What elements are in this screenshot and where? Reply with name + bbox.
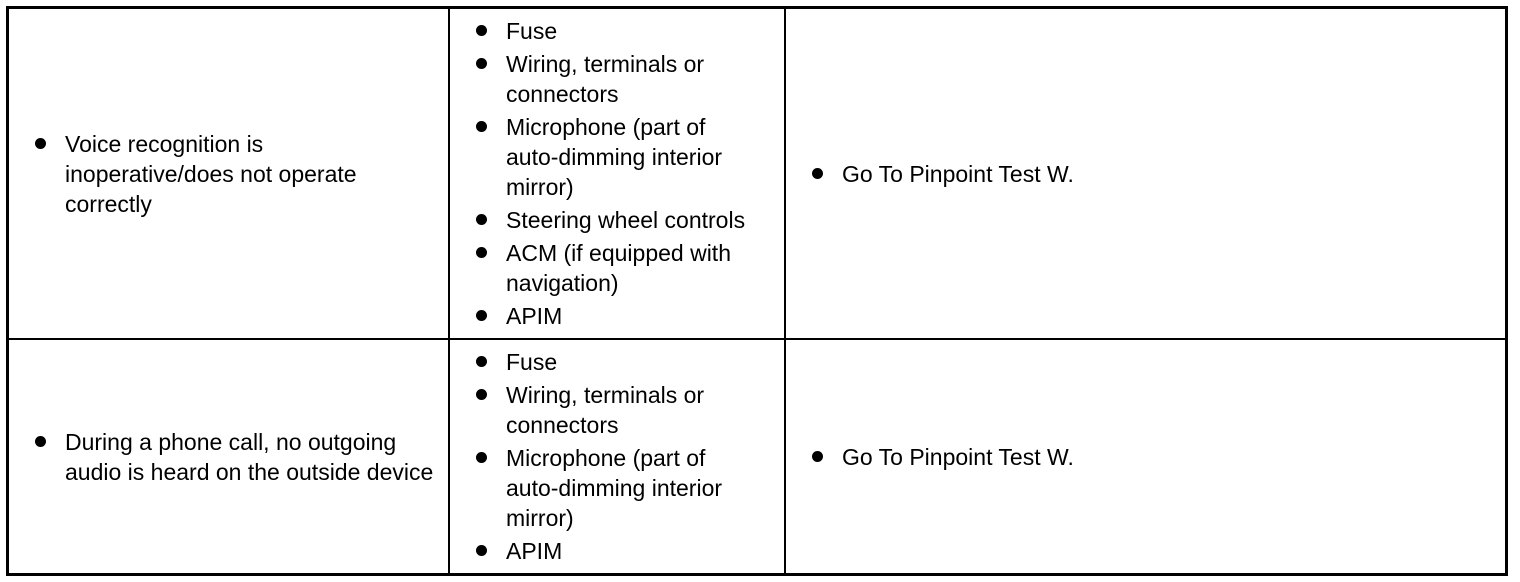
bullet-icon bbox=[476, 356, 487, 367]
bullet-icon bbox=[476, 214, 487, 225]
bullet-icon bbox=[476, 121, 487, 132]
bullet-icon bbox=[476, 58, 487, 69]
cause-text: APIM bbox=[506, 538, 563, 564]
cause-item bbox=[506, 347, 778, 377]
symptom-item bbox=[65, 129, 395, 219]
bullet-icon bbox=[812, 168, 823, 179]
bullet-icon bbox=[476, 389, 487, 400]
bullet-icon bbox=[476, 247, 487, 258]
action-item bbox=[842, 159, 1505, 189]
bullet-icon bbox=[476, 452, 487, 463]
cause-text: Microphone (part of auto-dimming interior mirror) bbox=[506, 114, 723, 200]
cause-text: Fuse bbox=[506, 349, 558, 375]
action-text: Go To Pinpoint Test W. bbox=[842, 160, 1074, 187]
symptom-cell bbox=[9, 340, 450, 573]
cause-text: Wiring, terminals or connectors bbox=[506, 382, 705, 438]
cause-item bbox=[506, 536, 778, 566]
cause-text: ACM (if equipped with navigation) bbox=[506, 240, 731, 296]
table-row bbox=[9, 340, 1505, 573]
bullet-icon bbox=[35, 138, 46, 149]
symptom-cell bbox=[9, 9, 450, 338]
cause-item bbox=[506, 301, 778, 331]
bullet-icon bbox=[812, 451, 823, 462]
symptom-text: Voice recognition is inoperative/does not operate correctly bbox=[65, 130, 357, 217]
symptom-text: During a phone call, no outgoing audio is heard on the outside device bbox=[65, 428, 434, 485]
causes-cell bbox=[450, 340, 786, 573]
cause-item bbox=[506, 443, 751, 533]
bullet-icon bbox=[476, 545, 487, 556]
cause-item bbox=[506, 112, 751, 202]
cause-item bbox=[506, 380, 736, 440]
cause-item bbox=[506, 49, 736, 109]
cause-text: Steering wheel controls bbox=[506, 207, 746, 233]
action-cell bbox=[786, 340, 1505, 573]
cause-text: Wiring, terminals or connectors bbox=[506, 51, 705, 107]
cause-item bbox=[506, 238, 761, 298]
bullet-icon bbox=[476, 310, 487, 321]
bullet-icon bbox=[35, 436, 46, 447]
causes-cell bbox=[450, 9, 786, 338]
action-cell bbox=[786, 9, 1505, 338]
cause-text: Microphone (part of auto-dimming interior mirror) bbox=[506, 445, 723, 531]
action-item bbox=[842, 442, 1505, 472]
cause-item bbox=[506, 16, 778, 46]
cause-item bbox=[506, 205, 778, 235]
diagnostic-table bbox=[6, 6, 1508, 576]
action-text: Go To Pinpoint Test W. bbox=[842, 443, 1074, 470]
bullet-icon bbox=[476, 25, 487, 36]
cause-text: Fuse bbox=[506, 18, 558, 44]
symptom-item bbox=[65, 427, 435, 487]
table-row bbox=[9, 9, 1505, 340]
cause-text: APIM bbox=[506, 303, 563, 329]
